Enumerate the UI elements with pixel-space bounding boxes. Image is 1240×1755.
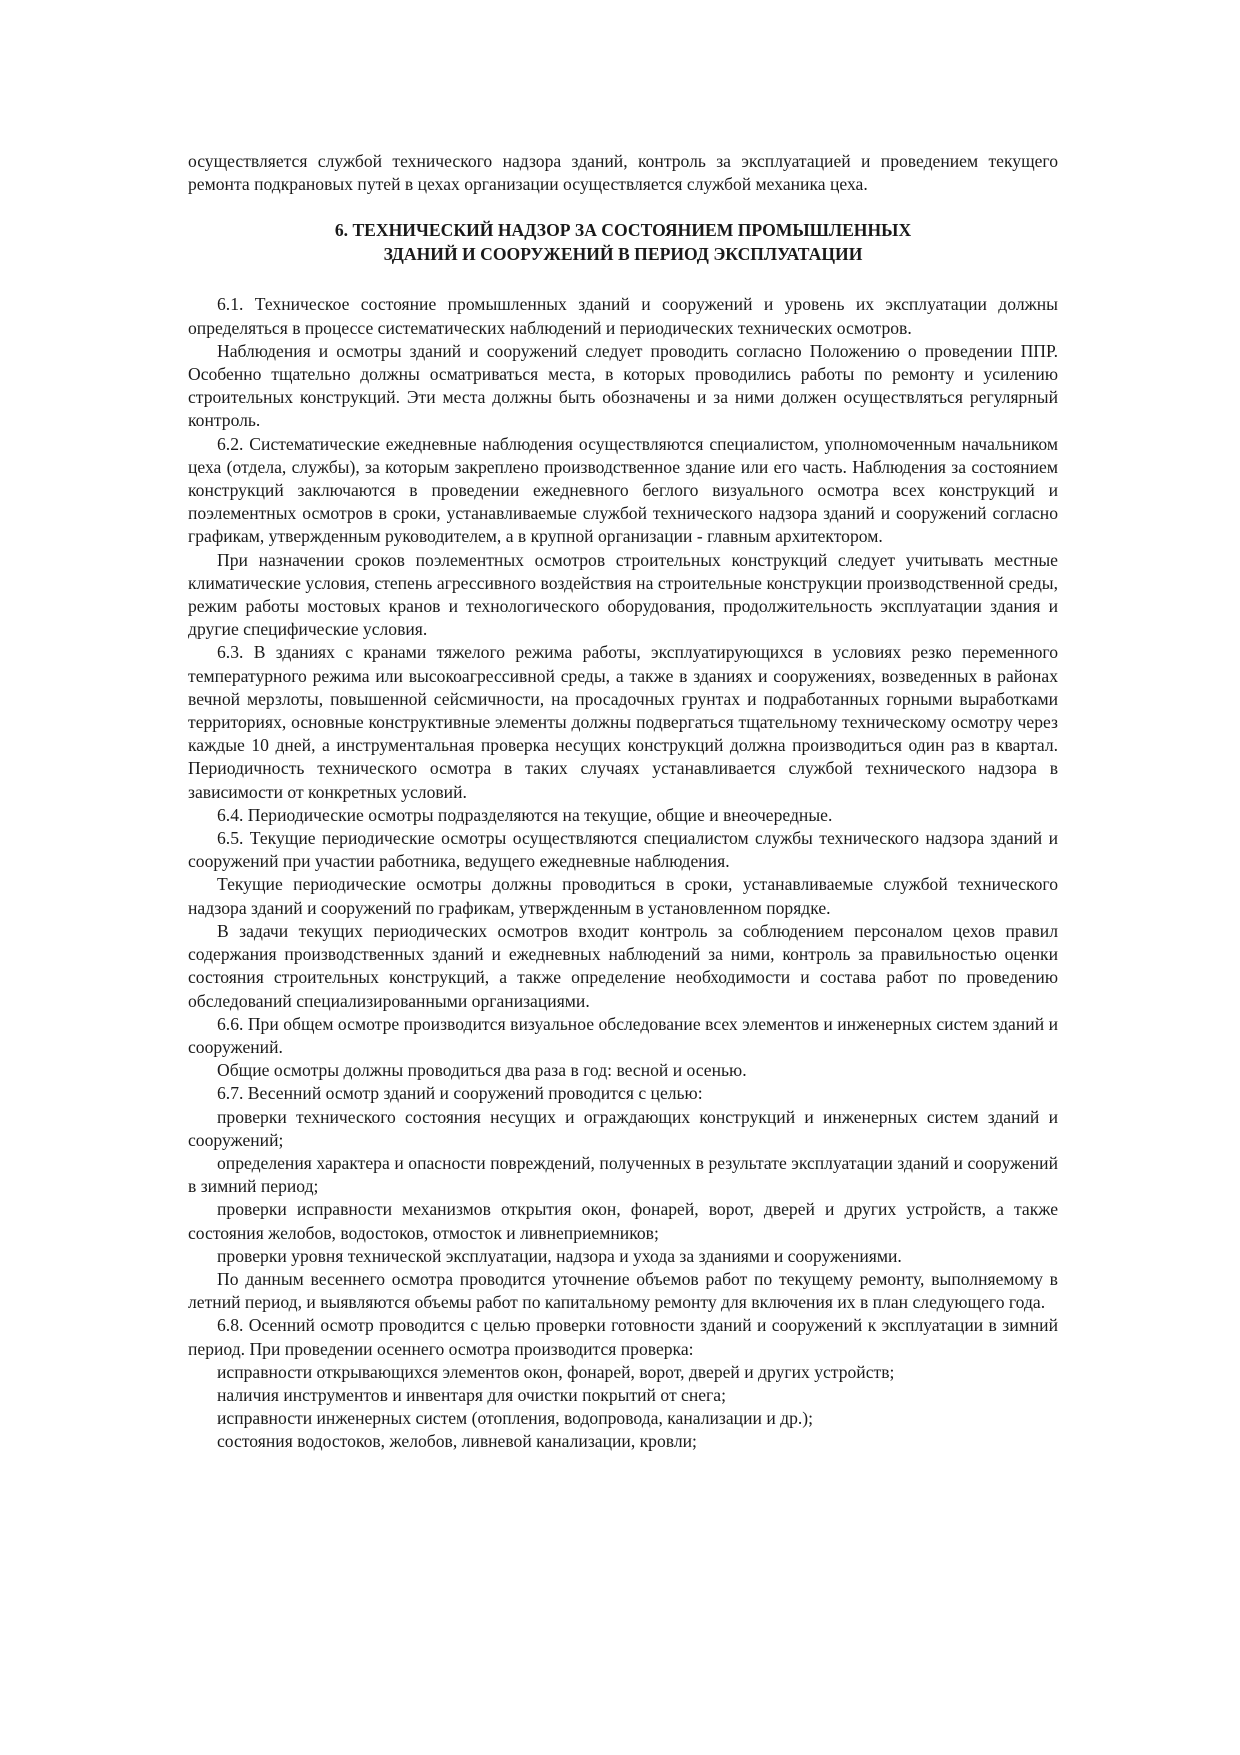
- paragraph-6-8: 6.8. Осенний осмотр проводится с целью проверки готовности зданий и сооружений к эксплуатации в зимний период. При проведении осеннего осмотра производится проверка:: [188, 1315, 1058, 1359]
- section-heading: [188, 219, 1058, 266]
- paragraph-6-6: 6.6. При общем осмотре производится визуальное обследование всех элементов и инженерных систем зданий и сооружений.: [188, 1013, 1058, 1057]
- list-item-spring-4: проверки уровня технической эксплуатации, надзора и ухода за зданиями и сооружениями.: [217, 1245, 902, 1266]
- section-title-line-1: 6. ТЕХНИЧЕСКИЙ НАДЗОР ЗА СОСТОЯНИЕМ ПРОМЫШЛЕННЫХ: [334, 220, 912, 241]
- list-item-spring-3: проверки исправности механизмов открытия окон, фонарей, ворот, дверей и других устройств, а также состояния желобов, водостоков, отмосток и ливнеприемников;: [188, 1199, 1058, 1243]
- list-item-spring-1: проверки технического состояния несущих и ограждающих конструкций и инженерных систем зданий и сооружений;: [188, 1106, 1058, 1150]
- paragraph-observations: Наблюдения и осмотры зданий и сооружений следует проводить согласно Положению о проведении ППР. Особенно тщательно должны осматриваться места, в которых проводились работы по ремонту и усилению строительных конструкций. Эти места должны быть обозначены и за ними должен осуществляться регулярный контроль.: [188, 340, 1058, 431]
- list-item-autumn-2: наличия инструментов и инвентаря для очистки покрытий от снега;: [217, 1384, 726, 1405]
- paragraph-6-7: 6.7. Весенний осмотр зданий и сооружений проводится с целью:: [217, 1083, 703, 1104]
- paragraph-current-inspections-tasks: В задачи текущих периодических осмотров входит контроль за соблюдением персоналом цехов правил содержания производственных зданий и ежедневных наблюдений за ними, контроль за правильностью оценки состояния строительных конструкций, а также определение необходимости и состава работ по проведению обследований специализированными организациями.: [188, 920, 1058, 1011]
- paragraph-current-inspections-schedule: Текущие периодические осмотры должны проводиться в сроки, устанавливаемые службой технического надзора зданий и сооружений по графикам, утвержденным в установленном порядке.: [188, 874, 1058, 918]
- list-item-autumn-1: исправности открывающихся элементов окон, фонарей, ворот, дверей и других устройств;: [217, 1361, 895, 1382]
- document-page: [188, 150, 1058, 1454]
- paragraph-spring-results: По данным весеннего осмотра проводится уточнение объемов работ по текущему ремонту, выполняемому в летний период, и выявляются объемы работ по капитальному ремонту для включения их в план следующего года.: [188, 1268, 1058, 1313]
- paragraph-6-2: 6.2. Систематические ежедневные наблюдения осуществляются специалистом, уполномоченным начальником цеха (отдела, службы), за которым закреплено производственное здание или его часть. Наблюдения за состоянием конструкций заключаются в проведении ежедневного беглого визуального осмотра всех конструкций и поэлементных осмотров в сроки, устанавливаемые службой технического надзора зданий и сооружений согласно графикам, утвержденным руководителем, а в крупной организации - главным архитектором.: [188, 433, 1058, 547]
- list-item-autumn-4: состояния водостоков, желобов, ливневой канализации, кровли;: [217, 1431, 697, 1452]
- section-title-line-2: ЗДАНИЙ И СООРУЖЕНИЙ В ПЕРИОД ЭКСПЛУАТАЦИИ: [383, 243, 863, 264]
- paragraph-inspection-terms: При назначении сроков поэлементных осмотров строительных конструкций следует учитывать местные климатические условия, степень агрессивного воздействия на строительные конструкции производственной среды, режим работы мостовых кранов и технологического оборудования, продолжительность эксплуатации здания и другие специфические условия.: [188, 549, 1058, 640]
- paragraph-6-5: 6.5. Текущие периодические осмотры осуществляются специалистом службы технического надзора зданий и сооружений при участии работника, ведущего ежедневные наблюдения.: [188, 828, 1058, 872]
- paragraph-6-1: 6.1. Техническое состояние промышленных зданий и сооружений и уровень их эксплуатации должны определяться в процессе систематических наблюдений и периодических технических осмотров.: [188, 294, 1058, 338]
- paragraph-6-3: 6.3. В зданиях с кранами тяжелого режима работы, эксплуатирующихся в условиях резко переменного температурного режима или высокоагрессивной среды, а также в зданиях и сооружениях, возведенных в районах вечной мерзлоты, повышенной сейсмичности, на просадочных грунтах и подработанных горными выработками территориях, основные конструктивные элементы должны подвергаться тщательному техническому осмотру через каждые 10 дней, а инструментальная проверка несущих конструкций должна производиться один раз в квартал. Периодичность технического осмотра в таких случаях устанавливается службой технического надзора в зависимости от конкретных условий.: [188, 642, 1058, 802]
- list-item-autumn-3: исправности инженерных систем (отопления, водопровода, канализации и др.);: [217, 1408, 814, 1429]
- paragraph-general-inspections: Общие осмотры должны проводиться два раза в год: весной и осенью.: [217, 1060, 747, 1081]
- list-item-spring-2: определения характера и опасности повреждений, полученных в результате эксплуатации зданий и сооружений в зимний период;: [188, 1152, 1058, 1197]
- continuation-paragraph: осуществляется службой технического надзора зданий, контроль за эксплуатацией и проведением текущего ремонта подкрановых путей в цехах организации осуществляется службой механика цеха.: [188, 151, 1058, 195]
- paragraph-6-4: 6.4. Периодические осмотры подразделяются на текущие, общие и внеочередные.: [217, 804, 833, 825]
